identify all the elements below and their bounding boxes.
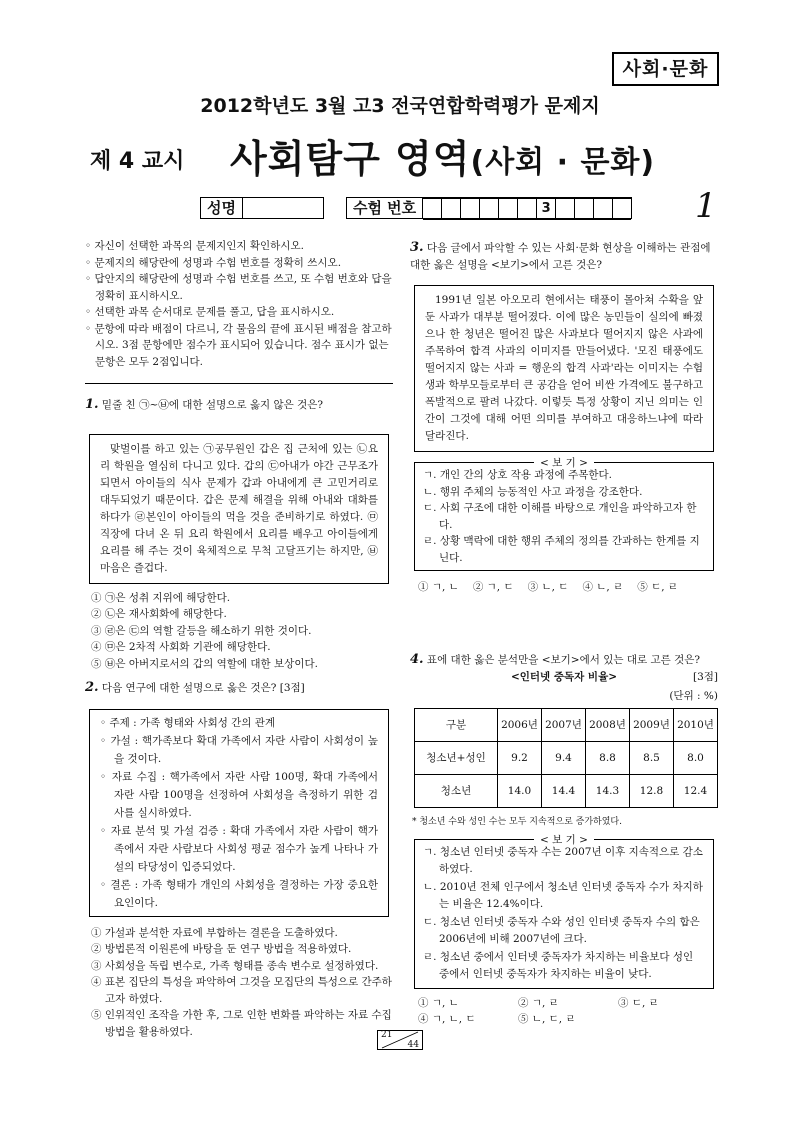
- q3-stem-row: [410, 240, 718, 273]
- q3-bogi: [414, 457, 714, 571]
- id-label: 수험 번호: [346, 197, 423, 219]
- page-counter: [377, 1030, 423, 1050]
- q4-number: 4.: [410, 652, 424, 667]
- table-cell: 8.0: [674, 742, 718, 775]
- q1-option[interactable]: ③ ㉣은 ㉢의 역할 갈등을 해소하기 위한 것이다.: [91, 624, 312, 637]
- q1-number: 1.: [85, 397, 99, 412]
- table-header-cell: 2006년: [498, 709, 542, 742]
- q4-bogi-item: ㄷ. 청소년 인터넷 중독자 수와 성인 인터넷 중독자 수의 합은 2006년에 비해 2007년에 크다.: [423, 915, 700, 945]
- table-cell: 청소년+성인: [415, 742, 498, 775]
- period-label: 제 4 교시: [90, 149, 185, 174]
- question-2: [85, 680, 393, 1040]
- q1-option[interactable]: ④ ㉤은 2차적 사회화 기관에 해당한다.: [91, 641, 271, 653]
- q2-item: ◦ 주제 : 가족 형태와 사회성 간의 관계: [100, 716, 276, 729]
- q4-option[interactable]: ② ㄱ, ㄹ: [518, 996, 559, 1009]
- q3-bogi-item: ㄷ. 사회 구조에 대한 이해를 바탕으로 개인을 파악하고자 한다.: [423, 502, 697, 531]
- instruction-item: ◦ 문항에 따라 배점이 다르니, 각 물음의 끝에 표시된 배점을 참고하시오. 3점 문항에만 점수가 표시되어 있습니다. 점수 표시가 없는 문항은 모두 2점입니다.: [85, 322, 392, 368]
- id-cell[interactable]: [575, 198, 594, 220]
- question-3: [410, 240, 718, 596]
- instruction-item: ◦ 답안지의 해당란에 성명과 수험 번호를 쓰고, 또 수험 번호와 답을 정확히 표시하시오.: [85, 273, 392, 302]
- q2-research-box: [89, 709, 389, 917]
- id-cell[interactable]: [613, 198, 631, 220]
- table-cell: 12.8: [630, 775, 674, 808]
- table-header-cell: 2008년: [586, 709, 630, 742]
- table-cell: 8.5: [630, 742, 674, 775]
- q1-option[interactable]: ⑤ ㉥은 아버지로서의 갑의 역할에 대한 보상이다.: [91, 657, 318, 670]
- q3-stem: 다음 글에서 파악할 수 있는 사회·문화 현상을 이해하는 관점에 대한 옳은 설명을 <보기>에서 고른 것은?: [410, 242, 711, 271]
- q2-option[interactable]: ② 방법론적 이원론에 바탕을 둔 연구 방법을 적용하였다.: [91, 943, 352, 955]
- exam-title: 2012학년도 3월 고3 전국연합학력평가 문제지: [200, 95, 600, 117]
- q1-stem: 밑줄 친 ㉠~㉥에 대한 설명으로 옳지 않은 것은?: [101, 399, 323, 411]
- table-header-cell: 2009년: [630, 709, 674, 742]
- q2-number: 2.: [85, 680, 99, 695]
- q1-options: [85, 590, 393, 673]
- q4-bogi-item: ㄱ. 청소년 인터넷 중독자 수는 2007년 이후 지속적으로 감소하였다.: [423, 845, 703, 875]
- q3-option[interactable]: ③ ㄴ, ㄷ: [527, 581, 569, 593]
- table-cell: 14.3: [586, 775, 630, 808]
- q3-bogi-item: ㄱ. 개인 간의 상호 작용 과정에 주목한다.: [423, 469, 612, 481]
- q4-note: * 청소년 수와 성인 수는 모두 지속적으로 증가하였다.: [412, 817, 622, 827]
- q1-option[interactable]: ② ㉡은 재사회화에 해당한다.: [91, 608, 227, 620]
- table-cell: 8.8: [586, 742, 630, 775]
- q3-bogi-header: [414, 457, 714, 469]
- table-row: [415, 742, 718, 775]
- table-header-cell: 2007년: [542, 709, 586, 742]
- id-cell[interactable]: [461, 198, 480, 220]
- q2-options: [85, 925, 393, 1041]
- q3-option[interactable]: ① ㄱ, ㄴ: [418, 581, 459, 593]
- q4-unit: (단위 : %): [669, 689, 718, 702]
- q3-option[interactable]: ② ㄱ, ㄷ: [472, 581, 514, 593]
- q3-option[interactable]: ⑤ ㄷ, ㄹ: [637, 581, 679, 593]
- q4-option[interactable]: ⑤ ㄴ, ㄷ, ㄹ: [518, 1013, 576, 1025]
- page-number: 1: [695, 186, 717, 226]
- area-main: 사회탐구 영역: [230, 137, 471, 181]
- table-cell: 14.0: [498, 775, 542, 808]
- id-cell[interactable]: [518, 198, 537, 220]
- divider: [85, 383, 393, 384]
- id-cell[interactable]: [499, 198, 518, 220]
- q4-points: [3점]: [692, 670, 718, 683]
- q4-bogi-item: ㄴ. 2010년 전체 인구에서 청소년 인터넷 중독자 수가 차지하는 비율은 12.4%이다.: [423, 880, 703, 910]
- page-current: 21: [381, 1030, 393, 1040]
- question-1: [85, 397, 393, 672]
- table-row: [415, 775, 718, 808]
- id-cell[interactable]: [480, 198, 499, 220]
- id-row: [200, 197, 632, 219]
- table-header-cell: 구분: [415, 709, 498, 742]
- area-title: [230, 128, 655, 183]
- q2-option[interactable]: ③ 사회성을 독립 변수로, 가족 형태를 종속 변수로 설정하였다.: [91, 959, 379, 972]
- area-sub: (사회 · 문화): [470, 145, 656, 180]
- q3-bogi-item: ㄹ. 상황 맥락에 대한 행위 주체의 정의를 간과하는 한계를 지닌다.: [423, 535, 700, 564]
- id-cell[interactable]: [423, 198, 442, 220]
- q2-stem-row: [85, 680, 393, 697]
- instruction-item: ◦ 문제지의 해당란에 성명과 수험 번호를 정확히 쓰시오.: [85, 256, 342, 269]
- q4-bogi-item: ㄹ. 청소년 중에서 인터넷 중독자가 차지하는 비율보다 성인 중에서 인터넷 중독자가 차지하는 비율이 낮다.: [423, 950, 694, 980]
- table-cell: 9.2: [498, 742, 542, 775]
- table-header-cell: 2010년: [674, 709, 718, 742]
- q2-item: ◦ 결론 : 가족 형태가 개인의 사회성을 결정하는 가장 중요한 요인이다.: [100, 878, 378, 909]
- q4-option[interactable]: ③ ㄷ, ㄹ: [618, 996, 659, 1009]
- q1-stem-row: [85, 397, 393, 414]
- q3-bogi-label: < 보 기 >: [534, 457, 594, 469]
- q2-stem: 다음 연구에 대한 설명으로 옳은 것은? [3점]: [101, 682, 305, 694]
- id-cell[interactable]: [556, 198, 575, 220]
- q3-option[interactable]: ④ ㄴ, ㄹ: [582, 581, 624, 593]
- q4-options: [410, 995, 718, 1028]
- table-cell: 14.4: [542, 775, 586, 808]
- q4-stem-row: [410, 652, 718, 669]
- id-cell-digit[interactable]: 3: [537, 198, 556, 220]
- question-4: [410, 652, 718, 1028]
- q4-stem: 표에 대한 옳은 분석만을 <보기>에서 있는 대로 고른 것은?: [426, 654, 700, 666]
- q4-bogi-label: < 보 기 >: [534, 834, 594, 846]
- instructions: [85, 238, 393, 370]
- q2-option[interactable]: ④ 표본 집단의 특성을 파악하여 그것을 모집단의 특성으로 간주하고자 하였다.: [91, 976, 392, 1005]
- q1-passage: 맞벌이를 하고 있는 ㉠공무원인 갑은 집 근처에 있는 ㉡요리 학원을 열심히 다니고 있다. 갑의 ㉢아내가 야간 근무조가 되면서 아이들의 식사 문제가 갑과 아내에게 큰 고민거리로 대두되었기 때문이다. 갑은 문제 해결을 위해 아내와 대화를 하다가 ㉣본인이 아이들의 먹을 것을 준비하기로 하였다. ㉤직장에 다녀 온 뒤 요리 학원에서 요리를 배우고 아이들에게 요리를 해 주는 것이 육체적으로 무척 고달프기는 하지만, ㉥마음은 즐겁다.: [89, 434, 389, 584]
- q4-option[interactable]: ④ ㄱ, ㄴ, ㄷ: [418, 1013, 476, 1025]
- q4-table: [414, 708, 718, 808]
- q3-passage: 1991년 일본 아오모리 현에서는 태풍이 몰아쳐 수확을 앞둔 사과가 대부분 떨어졌다. 이에 많은 농민들이 실의에 빠졌으나 한 청년은 떨어진 많은 사과보다 떨어지지 않은 사과에 주목하여 합격 사과의 이미지를 만들어냈다. '모진 태풍에도 떨어지지 않는 사과 = 행운의 합격 사과'라는 이미지는 수험생과 학부모들로부터 큰 공감을 얻어 비싼 가격에도 불구하고 폭발적으로 팔려 나갔다. 이렇듯 특정 상황이 지닌 의미는 인간이 그것에 대해 어떤 의미를 부여하고 대응하느냐에 따라 달라진다.: [414, 285, 714, 452]
- subject-tag: 사회·문화: [612, 52, 719, 86]
- q3-number: 3.: [410, 240, 424, 255]
- table-cell: 9.4: [542, 742, 586, 775]
- q2-option[interactable]: ① 가설과 분석한 자료에 부합하는 결론을 도출하였다.: [91, 926, 338, 939]
- q3-options: [410, 579, 718, 596]
- q2-item: ◦ 가설 : 핵가족보다 확대 가족에서 자란 사람이 사회성이 높을 것이다.: [100, 734, 378, 765]
- q2-item: ◦ 자료 수집 : 핵가족에서 자란 사람 100명, 확대 가족에서 자란 사람 100명을 선정하여 사회성을 측정하기 위한 검사를 실시하였다.: [100, 770, 378, 819]
- q3-bogi-item: ㄴ. 행위 주체의 능동적인 사고 과정을 강조한다.: [423, 485, 643, 498]
- q1-option[interactable]: ① ㉠은 성취 지위에 해당한다.: [91, 591, 231, 604]
- table-cell: 12.4: [674, 775, 718, 808]
- page-total: 44: [407, 1040, 419, 1050]
- q4-bogi: [414, 833, 714, 989]
- name-field[interactable]: [243, 197, 324, 219]
- name-label: 성명: [200, 197, 243, 219]
- q4-table-title: <인터넷 중독자 비율>: [510, 671, 618, 683]
- q4-bogi-header: [414, 833, 714, 846]
- instruction-item: ◦ 자신이 선택한 과목의 문제지인지 확인하시오.: [85, 240, 304, 252]
- id-cell[interactable]: [442, 198, 461, 220]
- q2-option[interactable]: ⑤ 인위적인 조작을 가한 후, 그로 인한 변화를 파악하는 자료 수집 방법을 활용하였다.: [91, 1009, 392, 1038]
- table-cell: 청소년: [415, 775, 498, 808]
- instruction-item: ◦ 선택한 과목 순서대로 문제를 풀고, 답을 표시하시오.: [85, 306, 335, 318]
- id-cell[interactable]: [594, 198, 613, 220]
- q4-option[interactable]: ① ㄱ, ㄴ: [418, 996, 459, 1009]
- table-header-row: [415, 709, 718, 742]
- q2-item: ◦ 자료 분석 및 가설 검증 : 확대 가족에서 자란 사람이 핵가족에서 자란 사람보다 사회성 평균 점수가 높게 나타나 가설의 타당성이 입증되었다.: [100, 824, 378, 873]
